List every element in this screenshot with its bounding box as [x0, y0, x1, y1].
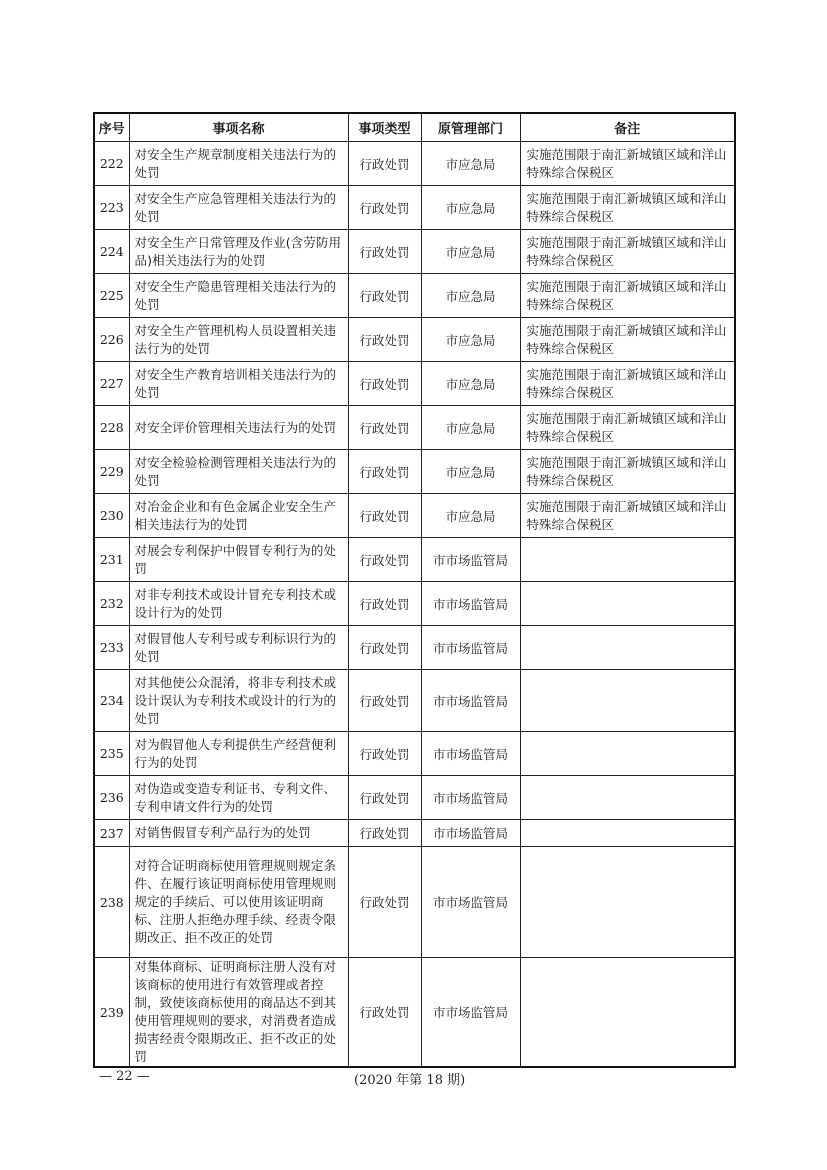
row-type: 行政处罚	[348, 626, 421, 670]
row-note: 实施范围限于南汇新城镇区域和洋山特殊综合保税区	[520, 450, 735, 494]
row-type: 行政处罚	[348, 538, 421, 582]
row-type: 行政处罚	[348, 274, 421, 318]
row-type: 行政处罚	[348, 958, 421, 1068]
row-dept: 市应急局	[421, 274, 520, 318]
row-name: 对冶金企业和有色金属企业安全生产相关违法行为的处罚	[129, 494, 348, 538]
row-dept: 市市场监管局	[421, 626, 520, 670]
row-no: 222	[94, 142, 129, 186]
row-note: 实施范围限于南汇新城镇区域和洋山特殊综合保税区	[520, 142, 735, 186]
row-name: 对安全检验检测管理相关违法行为的处罚	[129, 450, 348, 494]
table-row	[94, 362, 735, 406]
row-note	[520, 582, 735, 626]
row-note: 实施范围限于南汇新城镇区域和洋山特殊综合保税区	[520, 362, 735, 406]
row-no: 227	[94, 362, 129, 406]
row-note	[520, 847, 735, 958]
row-no: 223	[94, 186, 129, 230]
header-note: 备注	[520, 113, 735, 142]
table-row	[94, 732, 735, 776]
row-dept: 市应急局	[421, 230, 520, 274]
row-name: 对集体商标、证明商标注册人没有对该商标的使用进行有效管理或者控制，致使该商标使用的商品达不到其使用管理规则的要求，对消费者造成损害经责令限期改正、拒不改正的处罚	[129, 958, 348, 1068]
row-name: 对安全评价管理相关违法行为的处罚	[129, 406, 348, 450]
row-no: 237	[94, 820, 129, 847]
table-row	[94, 820, 735, 847]
row-type: 行政处罚	[348, 406, 421, 450]
row-dept: 市应急局	[421, 362, 520, 406]
table-row	[94, 318, 735, 362]
row-note: 实施范围限于南汇新城镇区域和洋山特殊综合保税区	[520, 406, 735, 450]
row-dept: 市应急局	[421, 406, 520, 450]
row-no: 228	[94, 406, 129, 450]
table-row	[94, 494, 735, 538]
row-note: 实施范围限于南汇新城镇区域和洋山特殊综合保税区	[520, 494, 735, 538]
table-row	[94, 776, 735, 820]
row-note	[520, 538, 735, 582]
row-name: 对展会专利保护中假冒专利行为的处罚	[129, 538, 348, 582]
row-no: 226	[94, 318, 129, 362]
row-name: 对安全生产隐患管理相关违法行为的处罚	[129, 274, 348, 318]
row-no: 225	[94, 274, 129, 318]
row-dept: 市市场监管局	[421, 538, 520, 582]
table-row	[94, 582, 735, 626]
header-dept: 原管理部门	[421, 113, 520, 142]
table-row	[94, 847, 735, 958]
row-dept: 市市场监管局	[421, 732, 520, 776]
table-row	[94, 406, 735, 450]
row-type: 行政处罚	[348, 847, 421, 958]
row-name: 对安全生产规章制度相关违法行为的处罚	[129, 142, 348, 186]
row-type: 行政处罚	[348, 494, 421, 538]
row-type: 行政处罚	[348, 186, 421, 230]
table-body	[94, 142, 735, 1068]
row-name: 对其他使公众混淆，将非专利技术或设计误认为专利技术或设计的行为的处罚	[129, 670, 348, 732]
table-row	[94, 142, 735, 186]
row-type: 行政处罚	[348, 732, 421, 776]
table-row	[94, 626, 735, 670]
row-note	[520, 776, 735, 820]
row-note	[520, 958, 735, 1068]
row-dept: 市市场监管局	[421, 847, 520, 958]
row-dept: 市应急局	[421, 318, 520, 362]
table-row	[94, 538, 735, 582]
row-no: 224	[94, 230, 129, 274]
row-type: 行政处罚	[348, 670, 421, 732]
row-type: 行政处罚	[348, 820, 421, 847]
row-dept: 市市场监管局	[421, 670, 520, 732]
row-no: 238	[94, 847, 129, 958]
table-row	[94, 958, 735, 1068]
row-dept: 市应急局	[421, 186, 520, 230]
row-note	[520, 626, 735, 670]
row-note: 实施范围限于南汇新城镇区域和洋山特殊综合保税区	[520, 230, 735, 274]
row-note: 实施范围限于南汇新城镇区域和洋山特殊综合保税区	[520, 318, 735, 362]
row-no: 233	[94, 626, 129, 670]
row-no: 236	[94, 776, 129, 820]
row-dept: 市市场监管局	[421, 582, 520, 626]
row-name: 对伪造或变造专利证书、专利文件、专利申请文件行为的处罚	[129, 776, 348, 820]
issue-label: (2020 年第 18 期)	[354, 1073, 466, 1088]
table-header-row	[94, 113, 735, 142]
row-name: 对安全生产应急管理相关违法行为的处罚	[129, 186, 348, 230]
row-note: 实施范围限于南汇新城镇区域和洋山特殊综合保税区	[520, 274, 735, 318]
row-type: 行政处罚	[348, 776, 421, 820]
header-type: 事项类型	[348, 113, 421, 142]
header-name: 事项名称	[129, 113, 348, 142]
header-no: 序号	[94, 113, 129, 142]
row-no: 234	[94, 670, 129, 732]
row-type: 行政处罚	[348, 362, 421, 406]
row-note	[520, 820, 735, 847]
row-no: 230	[94, 494, 129, 538]
row-name: 对安全生产管理机构人员设置相关违法行为的处罚	[129, 318, 348, 362]
row-type: 行政处罚	[348, 450, 421, 494]
row-dept: 市市场监管局	[421, 820, 520, 847]
row-no: 231	[94, 538, 129, 582]
row-type: 行政处罚	[348, 142, 421, 186]
row-type: 行政处罚	[348, 582, 421, 626]
row-dept: 市应急局	[421, 142, 520, 186]
row-no: 232	[94, 582, 129, 626]
row-name: 对销售假冒专利产品行为的处罚	[129, 820, 348, 847]
row-note	[520, 732, 735, 776]
row-note: 实施范围限于南汇新城镇区域和洋山特殊综合保税区	[520, 186, 735, 230]
row-dept: 市市场监管局	[421, 958, 520, 1068]
row-no: 235	[94, 732, 129, 776]
row-type: 行政处罚	[348, 230, 421, 274]
table-row	[94, 230, 735, 274]
row-no: 239	[94, 958, 129, 1068]
row-name: 对假冒他人专利号或专利标识行为的处罚	[129, 626, 348, 670]
row-name: 对符合证明商标使用管理规则规定条件、在履行该证明商标使用管理规则规定的手续后、可以使用该证明商标、注册人拒绝办理手续、经责令限期改正、拒不改正的处罚	[129, 847, 348, 958]
row-name: 对安全生产教育培训相关违法行为的处罚	[129, 362, 348, 406]
row-dept: 市应急局	[421, 494, 520, 538]
row-name: 对安全生产日常管理及作业(含劳防用品)相关违法行为的处罚	[129, 230, 348, 274]
row-dept: 市应急局	[421, 450, 520, 494]
row-note	[520, 670, 735, 732]
table-row	[94, 186, 735, 230]
row-type: 行政处罚	[348, 318, 421, 362]
row-name: 对为假冒他人专利提供生产经营便利行为的处罚	[129, 732, 348, 776]
row-name: 对非专利技术或设计冒充专利技术或设计行为的处罚	[129, 582, 348, 626]
items-table	[93, 112, 736, 1068]
table-row	[94, 274, 735, 318]
row-dept: 市市场监管局	[421, 776, 520, 820]
table-row	[94, 670, 735, 732]
row-no: 229	[94, 450, 129, 494]
table-row	[94, 450, 735, 494]
page-number: — 22 —	[99, 1069, 150, 1084]
